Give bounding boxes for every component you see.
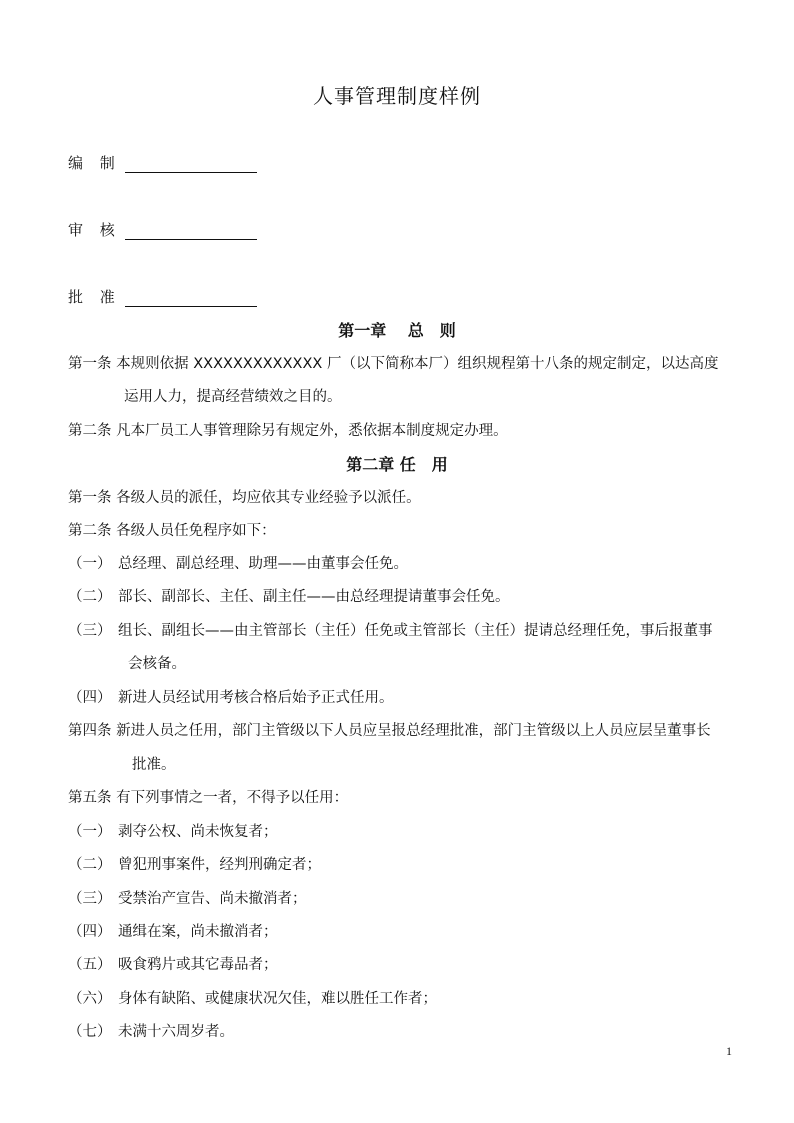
- list-item-number: （三）: [68, 623, 112, 639]
- signature-line: [125, 290, 257, 307]
- list-item-number: （三）: [68, 891, 112, 907]
- list-item-text: 身体有缺陷、或健康状况欠佳，难以胜任工作者；: [118, 991, 437, 1007]
- article-text: 批准。: [132, 757, 176, 773]
- list-item-number: （七）: [68, 1024, 112, 1040]
- article-text: 第二条 各级人员任免程序如下：: [68, 523, 276, 539]
- list-item: [68, 853, 321, 874]
- chapter-heading: 第一章 总 则: [338, 321, 456, 340]
- list-item-text: 未满十六周岁者。: [118, 1024, 234, 1040]
- list-item: [68, 552, 408, 573]
- list-item-number: （二）: [68, 857, 112, 873]
- signature-compiled: [68, 152, 257, 173]
- list-item: [68, 953, 278, 974]
- list-item-text: 新进人员经试用考核合格后始予正式任用。: [118, 690, 394, 706]
- page-number: 1: [726, 1044, 732, 1058]
- list-item: [68, 920, 278, 941]
- list-item-number: （二）: [68, 589, 112, 605]
- signature-label: 审 核: [68, 221, 121, 239]
- list-item: [68, 619, 713, 640]
- article-text: 第二条 凡本厂员工人事管理除另有规定外，悉依据本制度规定办理。: [68, 423, 508, 439]
- article-text: 第五条 有下列事情之一者，不得予以任用：: [68, 790, 349, 806]
- list-item: [68, 820, 278, 841]
- list-item-text: 剥夺公权、尚未恢复者；: [118, 824, 278, 840]
- list-item: [68, 1020, 234, 1041]
- signature-line: [125, 223, 257, 240]
- list-item: [68, 686, 394, 707]
- signature-label: 编 制: [68, 154, 121, 172]
- list-item-number: （一）: [68, 556, 112, 572]
- list-item-text: 部长、副部长、主任、副主任——由总经理提请董事会任免。: [118, 589, 510, 605]
- signature-reviewed: [68, 219, 257, 240]
- signature-label: 批 准: [68, 288, 121, 306]
- list-item-number: （四）: [68, 924, 112, 940]
- article-text: 第一条 本规则依据 XXXXXXXXXXXXX 厂（以下简称本厂）组织规程第十八条的规定制定，以达高度: [68, 356, 719, 372]
- list-item-text: 总经理、副总经理、助理——由董事会任免。: [118, 556, 408, 572]
- list-item-number: （一）: [68, 824, 112, 840]
- list-item-text: 曾犯刑事案件，经判刑确定者；: [118, 857, 321, 873]
- list-item-number: （五）: [68, 957, 112, 973]
- signature-line: [125, 156, 257, 173]
- list-item-text: 通缉在案，尚未撤消者；: [118, 924, 278, 940]
- list-item: [68, 887, 307, 908]
- document-title: 人事管理制度样例: [313, 84, 481, 108]
- list-item-number: （四）: [68, 690, 112, 706]
- article-text: 第四条 新进人员之任用，部门主管级以下人员应呈报总经理批准，部门主管级以上人员应层呈董事长: [68, 723, 711, 739]
- list-item-continuation: 会核备。: [128, 656, 186, 672]
- article-text: 运用人力，提高经营绩效之目的。: [124, 389, 342, 405]
- chapter-heading: 第二章 任 用: [346, 455, 448, 474]
- list-item: [68, 585, 510, 606]
- list-item: [68, 987, 437, 1008]
- list-item-text: 组长、副组长——由主管部长（主任）任免或主管部长（主任）提请总经理任免，事后报董事: [118, 623, 713, 639]
- list-item-number: （六）: [68, 991, 112, 1007]
- article-text: 第一条 各级人员的派任，均应依其专业经验予以派任。: [68, 490, 421, 506]
- signature-approved: [68, 286, 257, 307]
- list-item-text: 吸食鸦片或其它毒品者；: [118, 957, 278, 973]
- list-item-text: 受禁治产宣告、尚未撤消者；: [118, 891, 307, 907]
